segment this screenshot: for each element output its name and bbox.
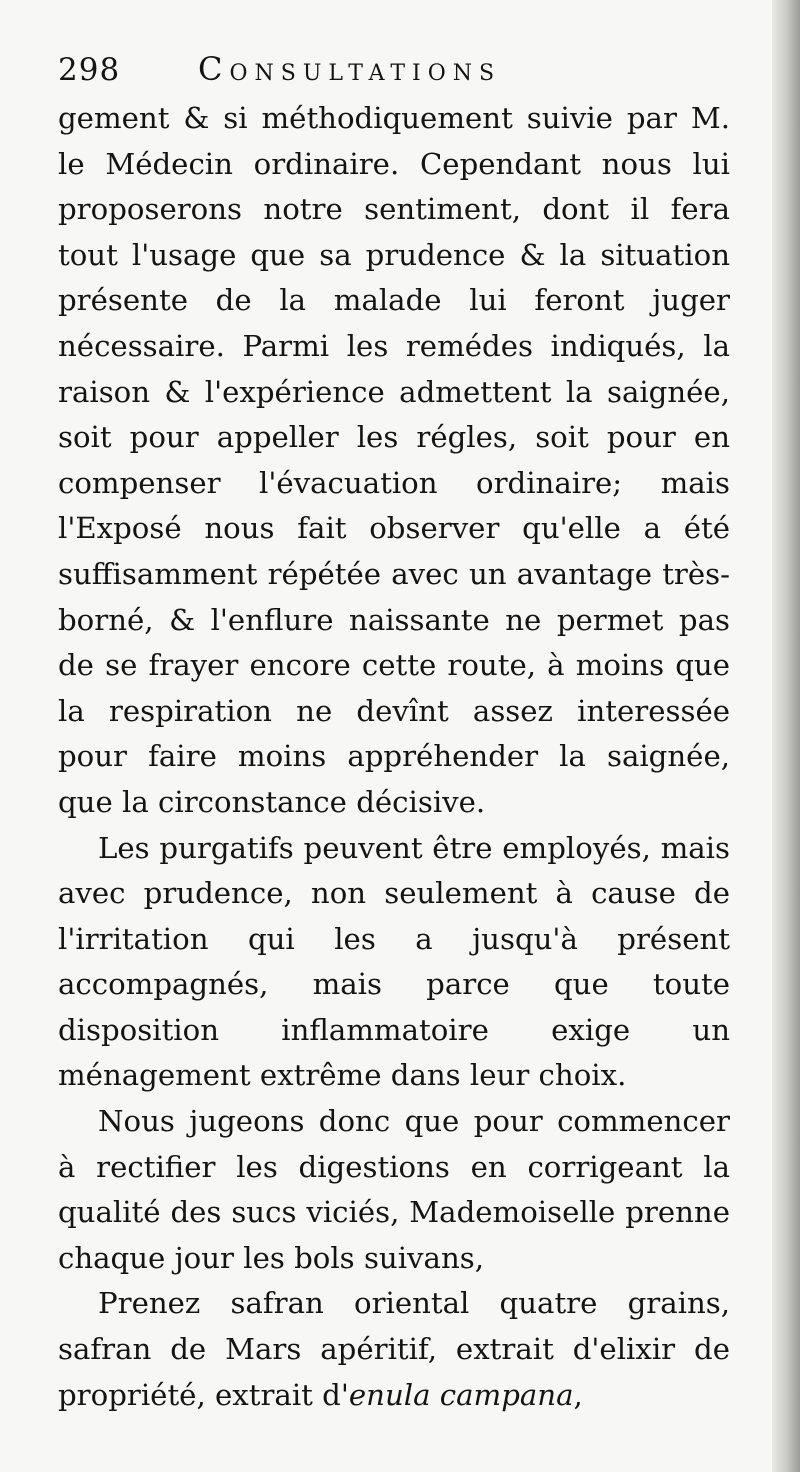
paragraph-digestions: [58, 1099, 730, 1281]
text-block: [58, 50, 730, 1418]
paragraph-text: Nous jugeons donc que pour commencer à rectifier les digestions en corrigeant la qualité des sucs viciés, Mademoiselle prenne chaque jour les bols suivans,: [58, 1104, 730, 1275]
paragraph-purgatifs: [58, 826, 730, 1100]
page-gutter-shadow: [772, 0, 800, 1472]
paragraph-saignee: [58, 96, 730, 826]
running-title: Consultations: [198, 50, 502, 88]
paragraph-recette: [58, 1281, 730, 1418]
latin-term: enula campana: [348, 1377, 574, 1412]
paragraph-text: Les purgatifs peuvent être employés, mais avec prudence, non seulement à cause de l'irritation qui les a jusqu'à présent accompagnés, mais parce que toute disposition inflammatoire exige un ménagement extrême dans leur choix.: [58, 830, 730, 1093]
body-text: [58, 96, 730, 1418]
page-number: 298: [58, 52, 121, 88]
paragraph-text: ,: [573, 1377, 583, 1412]
paragraph-text: Prenez safran oriental quatre grains, safran de Mars apéritif, extrait d'elixir de propriété, extrait d': [58, 1286, 730, 1412]
paragraph-text: gement & si méthodiquement suivie par M. le Médecin ordinaire. Cependant nous lui proposerons notre sentiment, dont il fera tout l'usage que sa prudence & la situation présente de la malade lui feront juger nécessaire. Parmi les remédes indiqués, la raison & l'expérience admettent la saignée, soit pour appeller les régles, soit pour en compenser l'évacuation ordinaire; mais l'Exposé nous fait observer qu'elle a été suffisamment répétée avec un avantage très-borné, & l'enflure naissante ne permet pas de se frayer encore cette route, à moins que la respiration ne devînt assez interessée pour faire moins appréhender la saignée, que la circonstance décisive.: [58, 101, 730, 819]
running-head: [58, 50, 730, 96]
